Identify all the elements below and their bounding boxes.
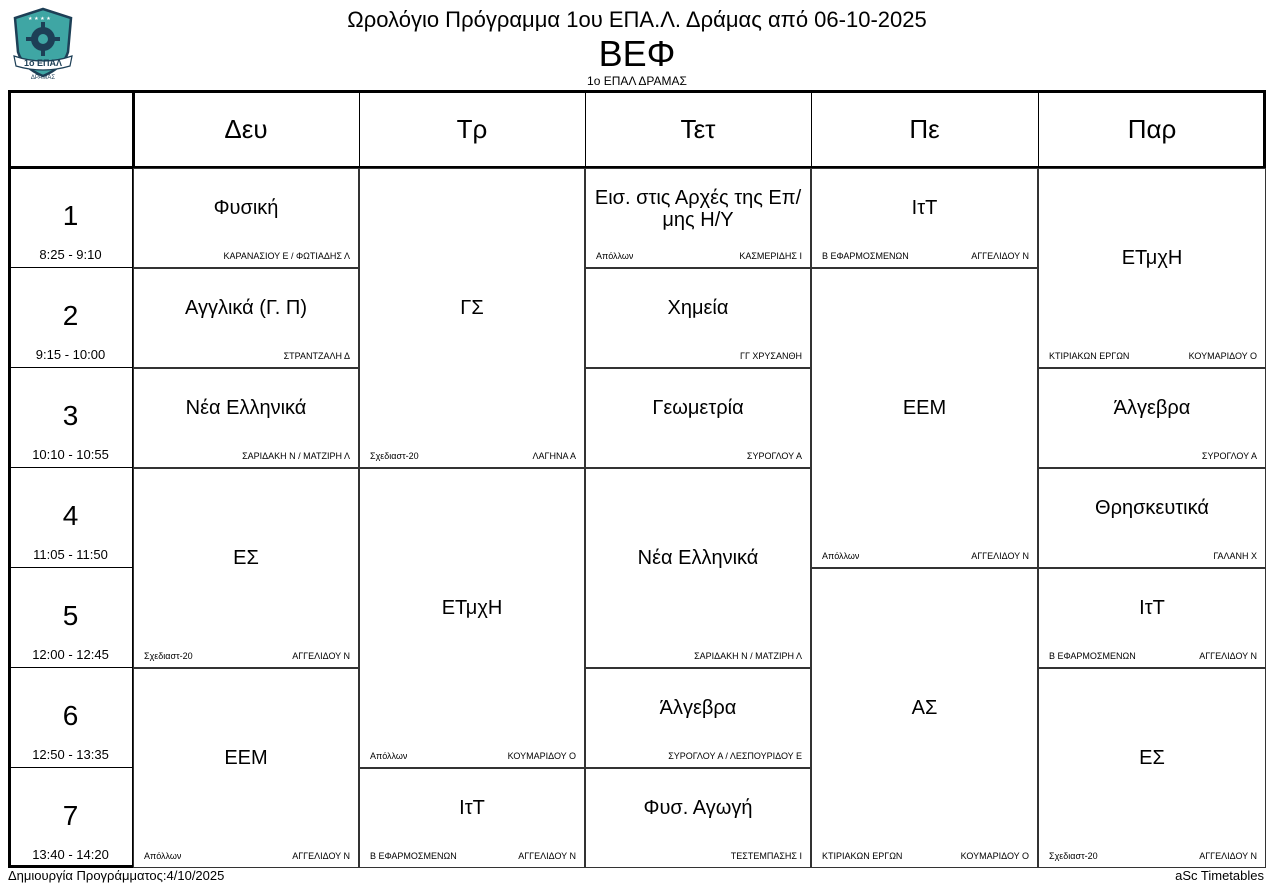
lesson-cell [811,568,1038,868]
lesson-cell [585,668,811,768]
lesson-subject: ΕΕΜ [224,747,268,769]
lesson-room: Απόλλων [370,751,408,761]
lesson-teacher: ΚΑΡΑΝΑΣΙΟΥ Ε / ΦΩΤΙΑΔΗΣ Λ [223,251,350,261]
period-number: 4 [62,500,79,531]
lesson-cell [133,668,359,868]
lesson-cell [811,268,1038,568]
lesson-subject: ΕΕΜ [902,397,947,419]
lesson-subject: Χημεία [667,297,729,319]
period-number: 5 [62,600,79,631]
lesson-subject: Άλγεβρα [1113,397,1191,419]
period-time: 12:00 - 12:45 [32,647,109,662]
period-row-divider [8,467,133,468]
lesson-cell [1038,468,1266,568]
period-row-divider [8,667,133,668]
class-name: ΒΕΦ [598,33,676,74]
lesson-teacher: ΓΓ ΧΡΥΣΑΝΘΗ [740,351,802,361]
lesson-room: Β ΕΦΑΡΜΟΣΜΕΝΩΝ [370,851,457,861]
period-time: 10:10 - 10:55 [32,447,109,462]
lesson-cell [1038,568,1266,668]
lesson-cell [585,368,811,468]
period-time: 13:40 - 14:20 [32,847,109,862]
period-row-divider [8,767,133,768]
lesson-cell [133,268,359,368]
day-header: Τετ [680,113,716,144]
lesson-subject: ΕΣ [233,547,259,569]
lesson-room: Απόλλων [144,851,182,861]
lesson-subject: ΑΣ [911,697,938,719]
lesson-teacher: ΚΟΥΜΑΡΙΔΟΥ Ο [1188,351,1257,361]
lesson-room: Σχεδιαστ-20 [1049,851,1098,861]
lesson-teacher: ΣΥΡΟΓΛΟΥ Α [746,451,802,461]
lesson-room: ΚΤΙΡΙΑΚΩΝ ΕΡΓΩΝ [1049,351,1130,361]
lesson-subject: Θρησκευτικά [1095,497,1209,519]
lesson-cell [133,368,359,468]
lesson-cell [1038,168,1266,368]
lesson-cell [133,468,359,668]
period-time: 9:15 - 10:00 [35,347,106,362]
lesson-teacher: ΑΓΓΕΛΙΔΟΥ Ν [1199,851,1257,861]
lesson-cell [585,468,811,668]
day-header: Παρ [1127,113,1177,144]
period-number: 2 [62,300,79,331]
lesson-teacher: ΤΕΣΤΕΜΠΑΣΗΣ Ι [730,851,802,861]
lesson-subject: ΙτΤ [1139,597,1165,619]
period-time: 8:25 - 9:10 [39,247,102,262]
lesson-subject: Φυσ. Αγωγή [643,797,753,819]
period-number: 3 [62,400,79,431]
lesson-teacher: ΑΓΓΕΛΙΔΟΥ Ν [1199,651,1257,661]
lesson-subject: Γεωμετρία [652,397,744,419]
day-header: Τρ [456,113,488,144]
period-number: 1 [62,200,79,231]
lesson-teacher: ΣΥΡΟΓΛΟΥ Α [1201,451,1257,461]
period-number: 6 [62,700,79,731]
lesson-subject: Άλγεβρα [659,697,737,719]
lesson-teacher: ΣΑΡΙΔΑΚΗ Ν / ΜΑΤΖΙΡΗ Λ [694,651,802,661]
school-name: 1ο ΕΠΑΛ ΔΡΑΜΑΣ [587,74,687,88]
day-header: Πε [909,113,940,144]
logo-text: 1ο ΕΠΑΛ [23,58,63,68]
lesson-teacher: ΛΑΓΗΝΑ Α [532,451,576,461]
school-logo [8,6,78,82]
lesson-teacher: ΓΑΛΑΝΗ Χ [1213,551,1257,561]
period-time: 11:05 - 11:50 [33,547,108,562]
period-number: 7 [62,800,79,831]
lesson-subject: Νέα Ελληνικά [637,547,759,569]
lesson-room: ΚΤΙΡΙΑΚΩΝ ΕΡΓΩΝ [822,851,903,861]
lesson-subject: ΓΣ [460,297,484,319]
period-row-divider [8,267,133,268]
lesson-cell [1038,368,1266,468]
lesson-cell [359,168,585,468]
lesson-subject: ΙτΤ [911,197,938,219]
lesson-cell [359,768,585,868]
period-row-divider [8,367,133,368]
lesson-teacher: ΣΥΡΟΓΛΟΥ Α / ΛΕΣΠΟΥΡΙΔΟΥ Ε [668,751,802,761]
created-date: Δημιουργία Προγράμματος:4/10/2025 [8,868,225,883]
lesson-room: Β ΕΦΑΡΜΟΣΜΕΝΩΝ [822,251,909,261]
lesson-room: Απόλλων [596,251,634,261]
lesson-teacher: ΚΟΥΜΑΡΙΔΟΥ Ο [960,851,1029,861]
lesson-cell [811,168,1038,268]
lesson-cell [585,268,811,368]
lesson-teacher: ΣΑΡΙΔΑΚΗ Ν / ΜΑΤΖΙΡΗ Λ [242,451,350,461]
lesson-room: Σχεδιαστ-20 [144,651,193,661]
lesson-subject: Εισ. στις Αρχές της Επ/μης Η/Υ [594,187,802,231]
lesson-cell [359,468,585,768]
logo-subtext: ΔΡΑΜΑΣ [30,75,56,81]
lesson-subject: Φυσική [213,197,279,219]
period-time: 12:50 - 13:35 [32,747,109,762]
lesson-teacher: ΣΤΡΑΝΤΖΑΛΗ Δ [283,351,350,361]
lesson-room: Σχεδιαστ-20 [370,451,419,461]
lesson-cell [133,168,359,268]
lesson-teacher: ΑΓΓΕΛΙΔΟΥ Ν [971,251,1029,261]
lesson-subject: Νέα Ελληνικά [185,397,307,419]
lesson-teacher: ΑΓΓΕΛΙΔΟΥ Ν [971,551,1029,561]
period-row-divider [8,567,133,568]
lesson-teacher: ΑΓΓΕΛΙΔΟΥ Ν [518,851,576,861]
lesson-subject: ΕΣ [1139,747,1165,769]
lesson-room: Β ΕΦΑΡΜΟΣΜΕΝΩΝ [1049,651,1136,661]
lesson-teacher: ΚΑΣΜΕΡΙΔΗΣ Ι [739,251,802,261]
lesson-teacher: ΑΓΓΕΛΙΔΟΥ Ν [292,851,350,861]
lesson-subject: Αγγλικά (Γ. Π) [185,297,307,319]
lesson-subject: ΙτΤ [459,797,485,819]
lesson-teacher: ΚΟΥΜΑΡΙΔΟΥ Ο [507,751,576,761]
page-title: Ωρολόγιο Πρόγραμμα 1ου ΕΠΑ.Λ. Δράμας από 06-10-2025 [347,7,927,32]
svg-text:★ ★ ★ ★: ★ ★ ★ ★ [28,16,51,22]
lesson-room: Απόλλων [822,551,860,561]
day-header: Δευ [224,113,268,144]
lesson-cell [585,768,811,868]
software-credit: aSc Timetables [1175,868,1264,883]
lesson-subject: ΕΤμχΗ [441,597,503,619]
lesson-subject: ΕΤμχΗ [1121,247,1183,269]
lesson-teacher: ΑΓΓΕΛΙΔΟΥ Ν [292,651,350,661]
lesson-cell [1038,668,1266,868]
lesson-cell [585,168,811,268]
